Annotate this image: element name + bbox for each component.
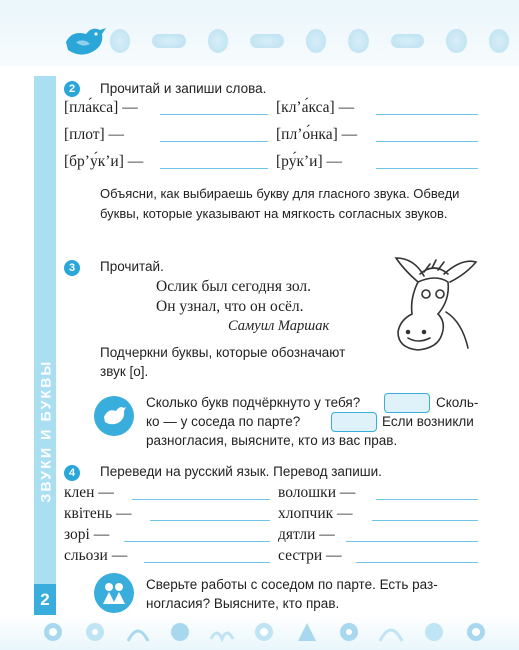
- word-1: [пла́кса] —: [64, 99, 138, 116]
- answer-line[interactable]: [150, 520, 270, 521]
- poem-line-1: Ослик был сегодня зол.: [156, 278, 312, 295]
- task3-instruction: Прочитай.: [100, 259, 164, 274]
- uk-word-7: сльози —: [64, 547, 128, 564]
- answer-line[interactable]: [144, 562, 270, 563]
- task4-instruction: Переведи на русский язык. Перевод запиши.: [100, 464, 382, 479]
- task2-paragraph: Объясни, как выбираешь букву для гласного звука. Обведи буквы, которые указывают на мягкость согласных звуков.: [100, 186, 460, 221]
- flower-decoration: [40, 621, 489, 643]
- task3-underline-2: звук [о].: [100, 364, 149, 379]
- answer-box-neighbor[interactable]: [331, 412, 377, 432]
- answer-line[interactable]: [124, 541, 270, 542]
- poem-line-2: Он узнал, что он осёл.: [156, 298, 304, 315]
- answer-line[interactable]: [376, 114, 478, 115]
- sidebar-title: ЗВУКИ И БУКВЫ: [37, 359, 54, 503]
- footer-decoration: [0, 615, 519, 650]
- pair-work-icon: [94, 396, 134, 436]
- bird-icon: [101, 404, 127, 428]
- answer-line[interactable]: [376, 168, 478, 169]
- closing-line-2: ногласия? Выясните, кто прав.: [146, 596, 340, 611]
- answer-line[interactable]: [356, 562, 478, 563]
- answer-line[interactable]: [132, 499, 270, 500]
- closing-line-1: Сверьте работы с соседом по парте. Есть раз-: [146, 577, 438, 592]
- count-question-1-end: Сколь-: [436, 395, 479, 410]
- uk-word-2: волошки —: [278, 484, 356, 501]
- sidebar: [34, 76, 56, 616]
- bird-icon: [62, 24, 108, 60]
- uk-word-6: дятли —: [278, 526, 335, 543]
- answer-line[interactable]: [372, 520, 478, 521]
- sidebar-title-wrap: [34, 336, 56, 526]
- answer-box-mine[interactable]: [384, 393, 430, 413]
- answer-line[interactable]: [160, 168, 268, 169]
- answer-line[interactable]: [160, 114, 268, 115]
- word-2: [кл’а́кса] —: [276, 99, 355, 116]
- count-question-3: разногласия, выясните, кто из вас прав.: [146, 433, 398, 448]
- uk-word-1: клен —: [64, 484, 114, 501]
- count-question-1: Сколько букв подчёркнуто у тебя?: [146, 395, 361, 410]
- task2-instruction: Прочитай и запиши слова.: [100, 81, 267, 96]
- word-6: [ру́к’и] —: [276, 153, 342, 170]
- pair-check-icon: [94, 573, 134, 613]
- answer-line[interactable]: [376, 141, 478, 142]
- count-question-2: ко — у соседа по парте?: [146, 414, 301, 429]
- task-number-4: 4: [64, 465, 80, 481]
- uk-word-5: зорі —: [64, 526, 110, 543]
- answer-line[interactable]: [346, 541, 478, 542]
- page-number: 2: [34, 584, 56, 616]
- uk-word-4: хлопчик —: [278, 505, 353, 522]
- word-3: [плот] —: [64, 126, 125, 143]
- task-number-3: 3: [64, 260, 80, 276]
- word-5: [бр’у́к’и] —: [64, 153, 144, 170]
- count-question-2-end: Если возникли: [382, 414, 474, 429]
- header-decoration: [0, 0, 519, 66]
- donkey-illustration: [384, 252, 482, 356]
- uk-word-3: квітень —: [64, 505, 132, 522]
- answer-line[interactable]: [160, 141, 268, 142]
- answer-line[interactable]: [376, 499, 478, 500]
- flower-decoration: [110, 26, 509, 56]
- task3-underline-1: Подчеркни буквы, которые обозначают: [100, 345, 346, 360]
- two-people-icon: [100, 580, 128, 606]
- task-number-2: 2: [64, 81, 80, 97]
- uk-word-8: сестри —: [278, 547, 342, 564]
- poem-author: Самуил Маршак: [228, 318, 330, 334]
- word-4: [пл’о́нка] —: [276, 126, 358, 143]
